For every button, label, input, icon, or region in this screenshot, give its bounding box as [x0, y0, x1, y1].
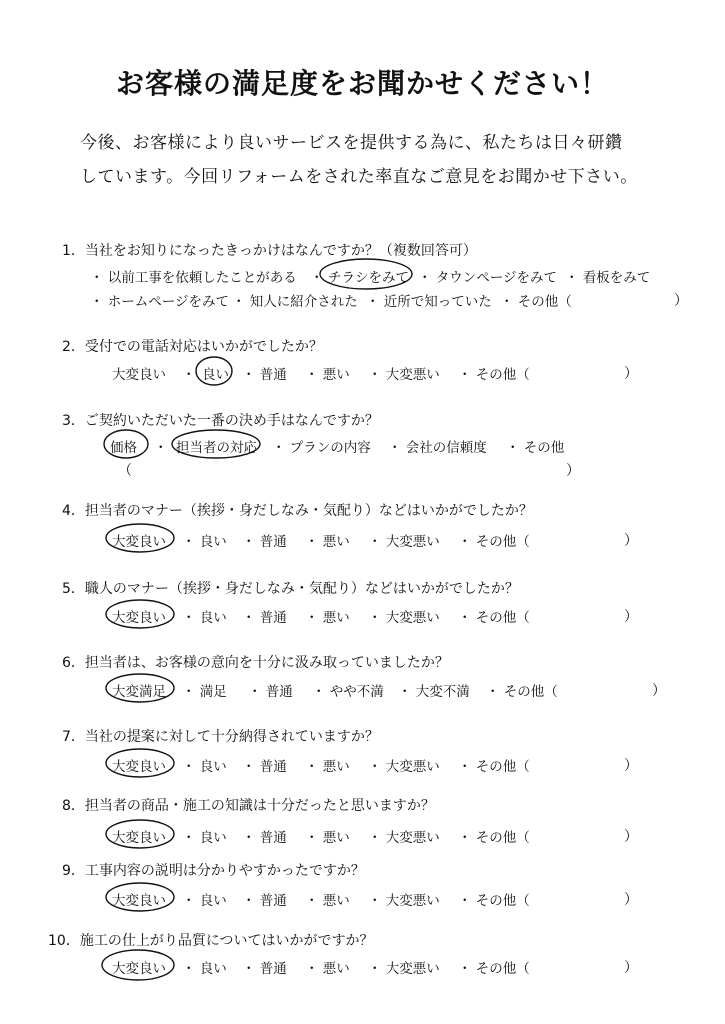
q3-option-price: 価格	[110, 440, 137, 456]
question-9: 9．工事内容の説明は分かりやすかったですか？	[62, 863, 365, 879]
q10-option-bad: ・ 悪い	[305, 961, 350, 977]
intro-line-1: 今後、お客様により良いサービスを提供する為に、私たちは日々研鑽	[80, 133, 623, 153]
q2-option-very-bad: ・ 大変悪い	[368, 367, 440, 383]
q5-option-normal: ・ 普通	[242, 610, 287, 626]
q4-option-good: ・ 良い	[182, 534, 227, 550]
q8-option-good: ・ 良い	[182, 830, 227, 846]
q3-other-close: ）	[566, 463, 580, 479]
q2-option-bad: ・ 悪い	[305, 367, 350, 383]
q8-option-very-good: 大変良い	[112, 830, 166, 846]
q1-option-flyer: チラシをみて	[328, 270, 409, 286]
q2-separator: ・	[182, 367, 196, 383]
q1-option-homepage: ・ ホームページをみて	[90, 294, 230, 310]
q2-other-close: ）	[624, 366, 638, 382]
q1-option-signboard: ・ 看板をみて	[565, 270, 651, 286]
q3-option-trust: ・ 会社の信頼度	[388, 440, 487, 456]
q1-option-referral: ・ 知人に紹介された	[232, 294, 358, 310]
q2-option-good: 良い	[202, 367, 229, 383]
q4-other-close: ）	[624, 533, 638, 549]
q7-option-very-good: 大変良い	[112, 759, 166, 775]
q7-other-close: ）	[624, 758, 638, 774]
q7-option-other: ・ その他（	[458, 759, 530, 775]
q4-option-bad: ・ 悪い	[305, 534, 350, 550]
q9-option-normal: ・ 普通	[242, 893, 287, 909]
q3-option-other: ・ その他	[506, 440, 565, 456]
q1-other-close: ）	[674, 293, 688, 309]
q6-other-close: ）	[652, 683, 666, 699]
q8-other-close: ）	[624, 829, 638, 845]
q10-option-very-bad: ・ 大変悪い	[368, 961, 440, 977]
q6-option-very-satisfied: 大変満足	[112, 684, 166, 700]
q4-option-very-good: 大変良い	[112, 534, 166, 550]
q5-option-very-bad: ・ 大変悪い	[368, 610, 440, 626]
question-5: 5．職人のマナー（挨拶・身だしなみ・気配り）などはいかがでしたか？	[62, 581, 519, 597]
intro-line-2: しています。今回リフォームをされた率直なご意見をお聞かせ下さい。	[80, 167, 638, 187]
question-1: 1．当社をお知りになったきっかけはなんですか？（複数回答可）	[62, 243, 477, 259]
q7-option-normal: ・ 普通	[242, 759, 287, 775]
question-4: 4．担当者のマナー（挨拶・身だしなみ・気配り）などはいかがでしたか？	[62, 503, 533, 519]
question-10: 10．施工の仕上がり品質についてはいかがですか？	[48, 933, 374, 949]
q6-option-normal: ・ 普通	[248, 684, 293, 700]
question-2: 2．受付での電話対応はいかがでしたか？	[62, 339, 323, 355]
q10-option-good: ・ 良い	[182, 961, 227, 977]
q5-option-good: ・ 良い	[182, 610, 227, 626]
q8-option-bad: ・ 悪い	[305, 830, 350, 846]
question-6: 6．担当者は、お客様の意向を十分に汲み取っていましたか？	[62, 655, 449, 671]
q1-option-townpage: ・ タウンページをみて	[418, 270, 558, 286]
q1-option-neighborhood: ・ 近所で知っていた	[366, 294, 492, 310]
q8-option-very-bad: ・ 大変悪い	[368, 830, 440, 846]
q9-other-close: ）	[624, 892, 638, 908]
q3-option-plan: ・ プランの内容	[272, 440, 371, 456]
q9-option-other: ・ その他（	[458, 893, 530, 909]
question-8: 8．担当者の商品・施工の知識は十分だったと思いますか？	[62, 798, 435, 814]
q3-separator: ・	[154, 440, 168, 456]
q9-option-bad: ・ 悪い	[305, 893, 350, 909]
q7-option-bad: ・ 悪い	[305, 759, 350, 775]
q9-option-good: ・ 良い	[182, 893, 227, 909]
q3-option-staff-response: 担当者の対応	[176, 440, 257, 456]
q2-option-other: ・ その他（	[458, 367, 530, 383]
q5-option-other: ・ その他（	[458, 610, 530, 626]
q7-option-good: ・ 良い	[182, 759, 227, 775]
q8-option-normal: ・ 普通	[242, 830, 287, 846]
q4-option-very-bad: ・ 大変悪い	[368, 534, 440, 550]
q10-option-very-good: 大変良い	[112, 961, 166, 977]
q9-option-very-good: 大変良い	[112, 893, 166, 909]
q4-option-normal: ・ 普通	[242, 534, 287, 550]
q6-option-other: ・ その他（	[486, 684, 558, 700]
q6-option-somewhat-dissatisfied: ・ やや不満	[312, 684, 384, 700]
q10-option-other: ・ その他（	[458, 961, 530, 977]
q10-option-normal: ・ 普通	[242, 961, 287, 977]
q2-option-normal: ・ 普通	[242, 367, 287, 383]
q3-other-open: （	[118, 463, 132, 479]
q1-separator: ・	[310, 270, 324, 286]
question-3: 3．ご契約いただいた一番の決め手はなんですか？	[62, 413, 379, 429]
q5-option-bad: ・ 悪い	[305, 610, 350, 626]
q1-option-previous: ・ 以前工事を依頼したことがある	[90, 270, 297, 286]
q5-other-close: ）	[624, 609, 638, 625]
q7-option-very-bad: ・ 大変悪い	[368, 759, 440, 775]
q5-option-very-good: 大変良い	[112, 610, 166, 626]
q6-option-very-dissatisfied: ・ 大変不満	[398, 684, 470, 700]
q2-option-very-good: 大変良い	[112, 367, 166, 383]
q8-option-other: ・ その他（	[458, 830, 530, 846]
q1-option-other: ・ その他（	[500, 294, 572, 310]
q10-other-close: ）	[624, 960, 638, 976]
question-7: 7．当社の提案に対して十分納得されていますか？	[62, 729, 379, 745]
q6-option-satisfied: ・ 満足	[182, 684, 227, 700]
q4-option-other: ・ その他（	[458, 534, 530, 550]
q9-option-very-bad: ・ 大変悪い	[368, 893, 440, 909]
page-title: お客様の満足度をお聞かせください！	[115, 67, 609, 100]
